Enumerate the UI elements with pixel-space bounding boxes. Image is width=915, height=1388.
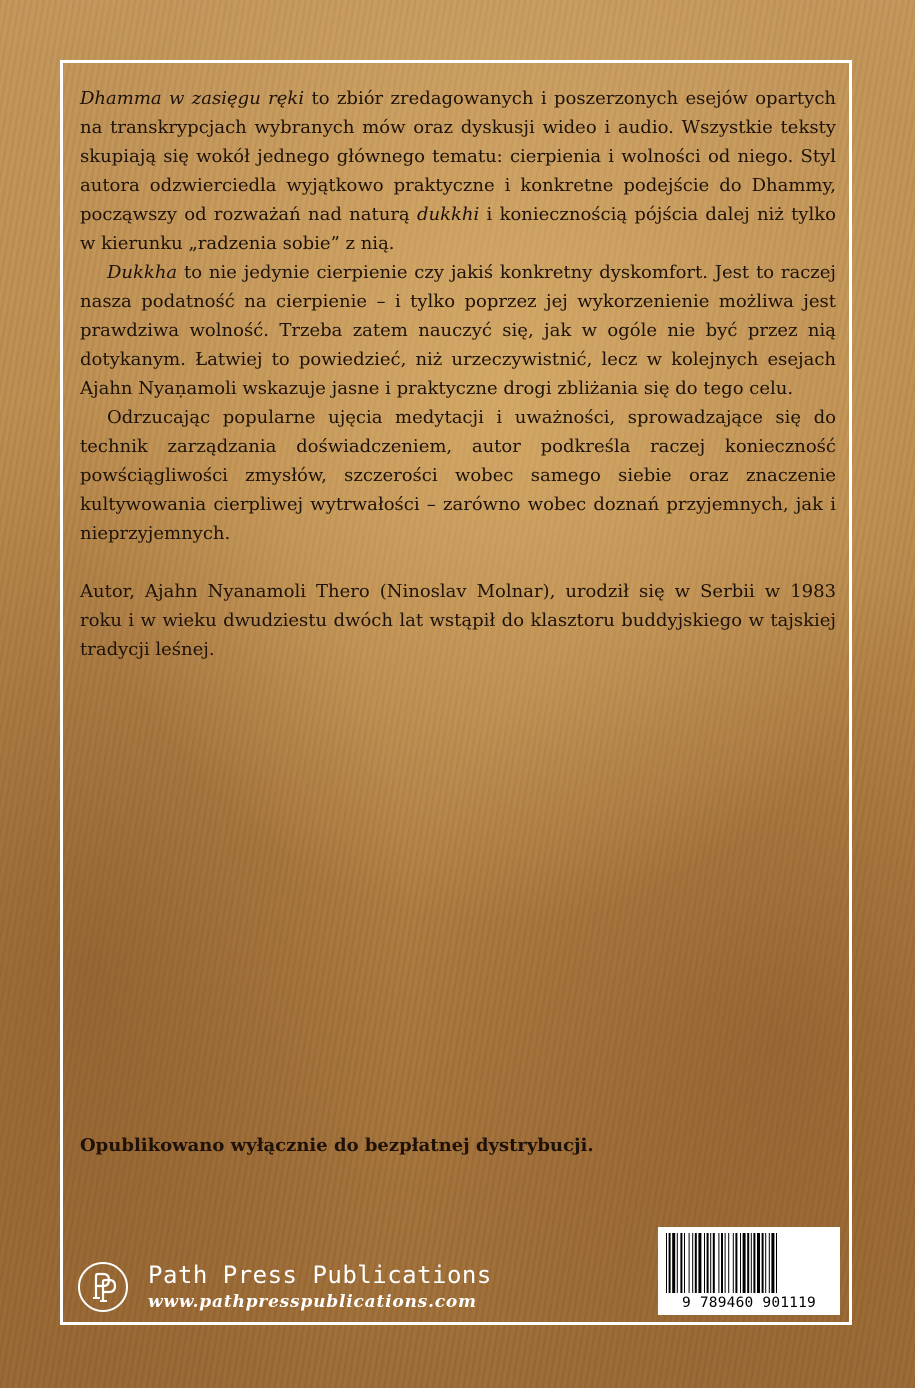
description-paragraph-3: Odrzucając popularne ujęcia medytacji i uważności, sprowadzające się do technik zarządzania doświadczeniem, autor podkreśla raczej konieczność powściągliwości zmysłów, szczerości wobec samego siebie oraz znaczenie kultywowania cierpliwej wytrwałości – zarówno wobec doznań przyjemnych, jak i nieprzyjemnych. bbox=[80, 407, 836, 544]
isbn-barcode bbox=[658, 1227, 840, 1315]
author-bio: Autor, Ajahn Nyanamoli Thero (Ninoslav Molnar), urodził się w Serbii w 1983 roku i w wieku dwudziestu dwóch lat wstąpił do klasztoru buddyjskiego w tajskiej tradycji leśnej. bbox=[80, 581, 836, 660]
description-paragraph-2: Dukkha to nie jedynie cierpienie czy jakiś konkretny dyskomfort. Jest to raczej nasza podatność na cierpienie – i tylko poprzez jej wykorzenienie możliwa jest prawdziwa wolność. Trzeba zatem nauczyć się, jak w ogóle nie być przez nią dotykanym. Łatwiej to powiedzieć, niż urzeczywistnić, lecz w kolejnych esejach Ajahn Nyaṇamoli wskazuje jasne i praktyczne drogi zbliżania się do tego celu. bbox=[80, 262, 836, 399]
pp-monogram-logo-icon bbox=[78, 1262, 128, 1312]
back-cover-text bbox=[80, 84, 836, 664]
book-title-italic: Dhamma w zasięgu ręki bbox=[80, 88, 305, 109]
barcode-bars-icon bbox=[664, 1233, 834, 1293]
description-paragraph-1: Dhamma w zasięgu ręki to zbiór zredagowanych i poszerzonych esejów opartych na transkrypcjach wybranych mów oraz dyskusji wideo i audio. Wszystkie teksty skupiają się wokół jednego głównego tematu: cierpienia i wolności od niego. Styl autora odzwierciedla wyjątkowo praktyczne i konkretne podejście do Dhammy, począwszy od rozważań nad naturą dukkhi i koniecznością pójścia dalej niż tylko w kierunku „radzenia sobie” z nią. bbox=[80, 88, 836, 254]
publisher-block bbox=[78, 1250, 492, 1324]
publisher-url: www.pathpresspublications.com bbox=[148, 1292, 477, 1312]
term-dukkhi: dukkhi bbox=[416, 204, 480, 225]
term-dukkha: Dukkha bbox=[107, 262, 178, 283]
barcode-number: 9 789460 901119 bbox=[682, 1295, 816, 1311]
publisher-name: Path Press Publications bbox=[148, 1261, 492, 1289]
distribution-note: Opublikowano wyłącznie do bezpłatnej dystrybucji. bbox=[80, 1135, 594, 1156]
